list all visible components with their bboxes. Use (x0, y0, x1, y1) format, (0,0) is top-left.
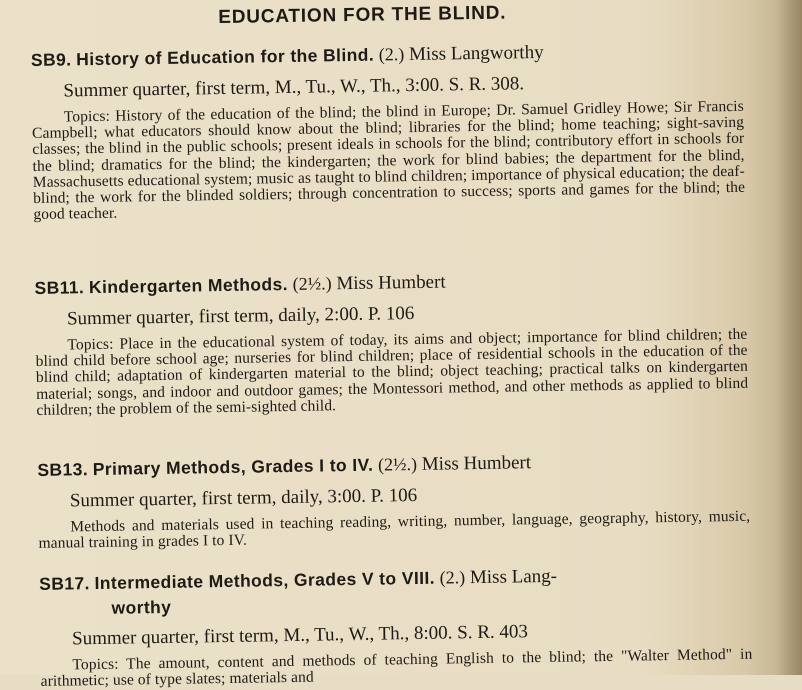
course-entry-sb13 (37, 447, 750, 553)
course-entry-sb11 (34, 265, 748, 419)
course-description: Topics: Place in the educational system of today, its aims and object; importance for blind children; the blind child before school age; nurseries for blind children; place of residential schools in the education of the blind child; adaptation of kindergarten material to the blind; object teaching; practical talks on kindergarten material; songs, and indoor and outdoor games; the Montessori method, and other methods as applied to blind children; the problem of the semi-sighted child. (35, 325, 749, 419)
course-description: Topics: The amount, content and methods of teaching English to the blind; the "Walter Method" in arithmetic; use of type slates; materials and (40, 645, 753, 690)
course-name: Intermediate Methods, Grades V to VIII. (94, 567, 436, 594)
course-heading (37, 447, 749, 483)
course-entry-sb17 (39, 561, 753, 690)
course-description: Topics: History of the education of the blind; the blind in Europe; Dr. Samuel Gridley Howe; Sir Francis Campbell; what educators should know about the blind; libraries for the blind; home teaching; sight-saving classes; the blind in the public schools; present ideals in schools for the blind; contributory effort in schools for the blind; dramatics for the blind; the kindergarten; the work for blind babies; the department for the blind, Massachusetts educational system; music as taught to blind children; importance of physical education; the deaf-blind; the work for the blinded soldiers; through concentration to success; sports and games for the blind; the good teacher. (31, 97, 746, 224)
course-credits: (2.) (439, 567, 466, 588)
course-schedule: Summer quarter, first term, daily, 2:00. P. 106 (66, 303, 415, 330)
course-name: Kindergarten Methods. (88, 273, 289, 298)
course-name: Primary Methods, Grades I to IV. (92, 454, 374, 480)
course-heading (34, 265, 746, 301)
course-instructor: Miss Lang- (469, 565, 558, 589)
course-instructor: Miss Langworthy (408, 41, 544, 66)
course-instructor: Miss Humbert (336, 271, 446, 295)
course-instructor: Miss Humbert (421, 452, 532, 475)
course-entry-sb9 (31, 37, 746, 224)
page-edge-shadow (776, 0, 802, 675)
course-credits: (2.) (378, 44, 405, 65)
course-code: SB17. (39, 573, 90, 594)
course-schedule: Summer quarter, first term, M., Tu., W., Th., 3:00. S. R. 308. (63, 73, 525, 102)
course-name-continuation: worthy (111, 596, 172, 618)
course-name: History of Education for the Blind. (76, 44, 375, 70)
course-code: SB9. (30, 49, 72, 70)
course-heading (31, 37, 743, 73)
course-schedule: Summer quarter, first term, M., Tu., W., Th., 8:00. S. R. 403 (71, 621, 529, 650)
course-description: Methods and materials used in teaching reading, writing, number, language, geography, history, music, manual training in grades I to IV. (38, 507, 751, 553)
page-title: EDUCATION FOR THE BLIND. (218, 2, 507, 29)
course-schedule: Summer quarter, first term, daily, 3:00. P. 106 (69, 484, 418, 512)
course-code: SB11. (34, 277, 85, 298)
course-credits: (2½.) (377, 453, 418, 475)
course-code: SB13. (37, 459, 89, 480)
course-credits: (2½.) (292, 273, 332, 294)
